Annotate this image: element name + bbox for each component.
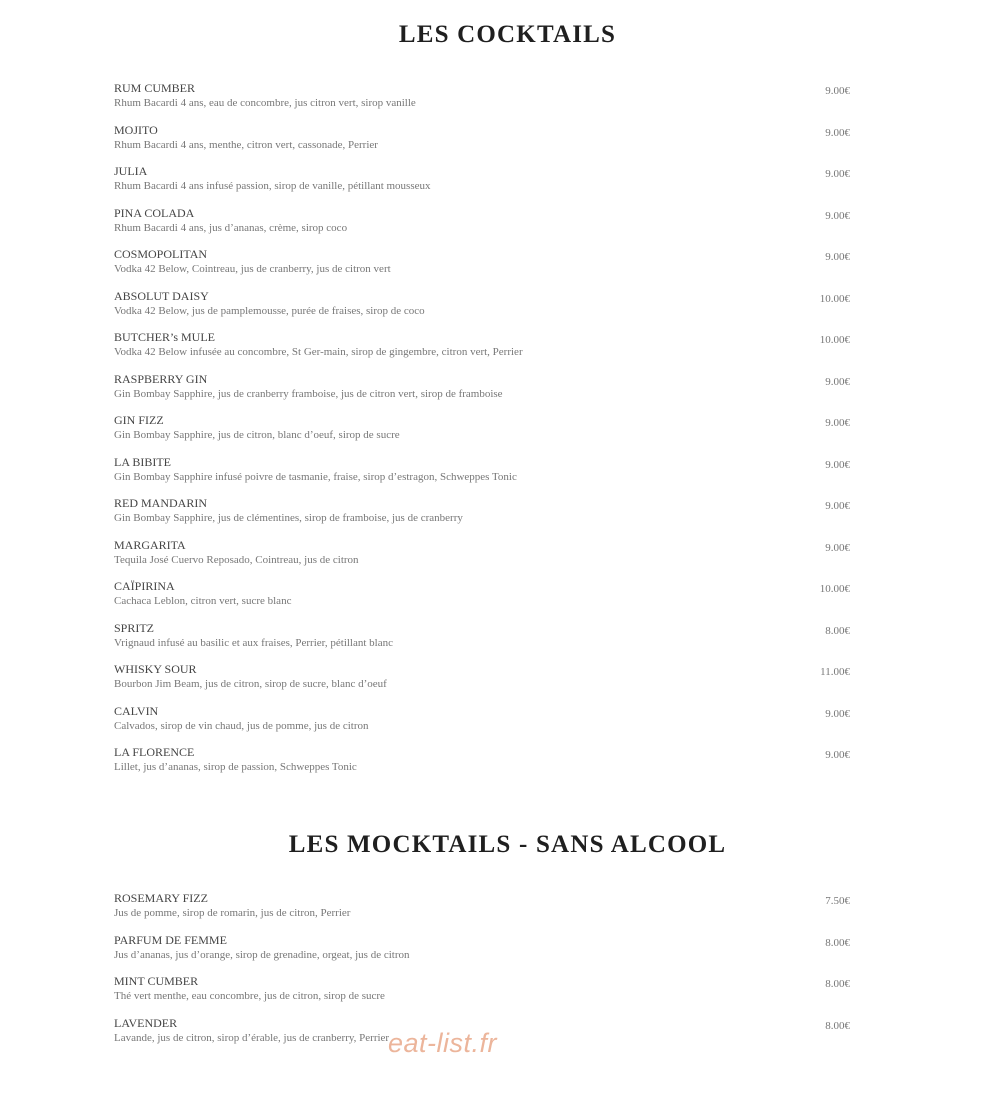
item-description: Vodka 42 Below, Cointreau, jus de cranberry, jus de citron vert [114, 263, 391, 275]
item-name: MARGARITA [114, 537, 186, 552]
menu-item [114, 891, 850, 933]
item-price: 9.00€ [825, 126, 850, 139]
item-name: JULIA [114, 164, 148, 178]
item-name: LA FLORENCE [114, 745, 195, 759]
menu-item [114, 496, 850, 538]
item-price: 7.50€ [825, 895, 850, 907]
item-price: 8.00€ [825, 978, 850, 990]
item-name: LA BIBITE [114, 454, 171, 469]
cocktails-section-title: LES COCKTAILS [398, 21, 617, 48]
menu-item [114, 704, 850, 746]
item-description: Rhum Bacardi 4 ans, menthe, citron vert, cassonade, Perrier [114, 138, 378, 151]
menu-item [114, 81, 850, 123]
item-price: 10.00€ [819, 583, 850, 595]
item-name: PINA COLADA [114, 205, 195, 220]
menu-item [114, 247, 850, 289]
menu-item [114, 206, 850, 248]
menu-item [114, 579, 850, 621]
menu-item [114, 538, 850, 580]
item-description: Lillet, jus d’ananas, sirop de passion, Schweppes Tonic [114, 761, 357, 773]
watermark: eat-list.fr [388, 1028, 498, 1058]
item-price: 10.00€ [819, 334, 850, 346]
item-price: 8.00€ [825, 936, 850, 949]
item-description: Vrignaud infusé au basilic et aux fraises, Perrier, pétillant blanc [114, 636, 393, 649]
item-description: Lavande, jus de citron, sirop d’érable, jus de cranberry, Perrier [114, 1031, 390, 1044]
menu-item [114, 455, 850, 497]
item-name: MINT CUMBER [114, 974, 199, 988]
item-description: Gin Bombay Sapphire, jus de cranberry framboise, jus de citron vert, sirop de framboise [114, 387, 503, 400]
item-price: 11.00€ [820, 666, 850, 678]
item-price: 9.00€ [825, 209, 850, 222]
cocktails-list [114, 81, 850, 787]
menu-item [114, 745, 850, 787]
item-description: Bourbon Jim Beam, jus de citron, sirop de sucre, blanc d’oeuf [114, 678, 387, 690]
item-description: Tequila José Cuervo Reposado, Cointreau, jus de citron [114, 553, 359, 566]
item-name: WHISKY SOUR [114, 662, 197, 676]
item-description: Cachaca Leblon, citron vert, sucre blanc [114, 595, 292, 607]
item-description: Rhum Bacardi 4 ans, jus d’ananas, crème, sirop coco [114, 221, 348, 234]
item-description: Gin Bombay Sapphire infusé poivre de tasmanie, fraise, sirop d’estragon, Schweppes Tonic [114, 470, 517, 483]
item-description: Jus de pomme, sirop de romarin, jus de citron, Perrier [114, 907, 351, 919]
menu-item [114, 974, 850, 1016]
item-name: RED MANDARIN [114, 496, 207, 510]
item-name: MOJITO [114, 122, 158, 137]
item-description: Rhum Bacardi 4 ans infusé passion, sirop de vanille, pétillant mousseux [114, 180, 431, 192]
item-price: 10.00€ [819, 292, 850, 305]
menu-item [114, 413, 850, 455]
item-name: RUM CUMBER [114, 81, 196, 95]
item-price: 9.00€ [825, 458, 850, 471]
item-name: GIN FIZZ [114, 413, 164, 427]
menu-item [114, 123, 850, 165]
item-price: 8.00€ [825, 624, 850, 637]
item-price: 9.00€ [825, 707, 850, 720]
item-price: 9.00€ [825, 541, 850, 554]
item-name: COSMOPOLITAN [114, 247, 208, 261]
item-price: 9.00€ [825, 251, 850, 263]
item-price: 9.00€ [825, 168, 850, 180]
menu-item [114, 621, 850, 663]
menu-item [114, 164, 850, 206]
mocktails-section-title: LES MOCKTAILS - SANS ALCOOL [288, 831, 727, 858]
item-description: Vodka 42 Below infusée au concombre, St Ger-main, sirop de gingembre, citron vert, Perrier [114, 346, 523, 358]
item-description: Gin Bombay Sapphire, jus de citron, blanc d’oeuf, sirop de sucre [114, 429, 400, 441]
item-description: Jus d’ananas, jus d’orange, sirop de grenadine, orgeat, jus de citron [114, 948, 410, 961]
item-name: PARFUM DE FEMME [114, 932, 227, 947]
item-name: CAÏPIRINA [114, 579, 175, 593]
item-name: LAVENDER [114, 1015, 178, 1030]
item-price: 9.00€ [825, 375, 850, 388]
menu-item [114, 289, 850, 331]
item-description: Vodka 42 Below, jus de pamplemousse, purée de fraises, sirop de coco [114, 304, 425, 317]
item-description: Rhum Bacardi 4 ans, eau de concombre, jus citron vert, sirop vanille [114, 97, 416, 109]
item-price: 8.00€ [825, 1019, 850, 1032]
item-name: CALVIN [114, 703, 159, 718]
menu-item [114, 662, 850, 704]
item-name: RASPBERRY GIN [114, 371, 208, 386]
item-name: ABSOLUT DAISY [114, 288, 209, 303]
item-name: BUTCHER’s MULE [114, 330, 216, 344]
item-price: 9.00€ [825, 85, 850, 97]
item-price: 9.00€ [825, 500, 850, 512]
item-name: ROSEMARY FIZZ [114, 891, 208, 905]
menu-item [114, 330, 850, 372]
item-price: 9.00€ [825, 417, 850, 429]
item-description: Thé vert menthe, eau concombre, jus de citron, sirop de sucre [114, 990, 385, 1002]
menu-item [114, 372, 850, 414]
item-price: 9.00€ [825, 749, 850, 761]
menu-item [114, 933, 850, 975]
item-description: Calvados, sirop de vin chaud, jus de pomme, jus de citron [114, 719, 369, 732]
item-description: Gin Bombay Sapphire, jus de clémentines, sirop de framboise, jus de cranberry [114, 512, 463, 524]
item-name: SPRITZ [114, 620, 155, 635]
